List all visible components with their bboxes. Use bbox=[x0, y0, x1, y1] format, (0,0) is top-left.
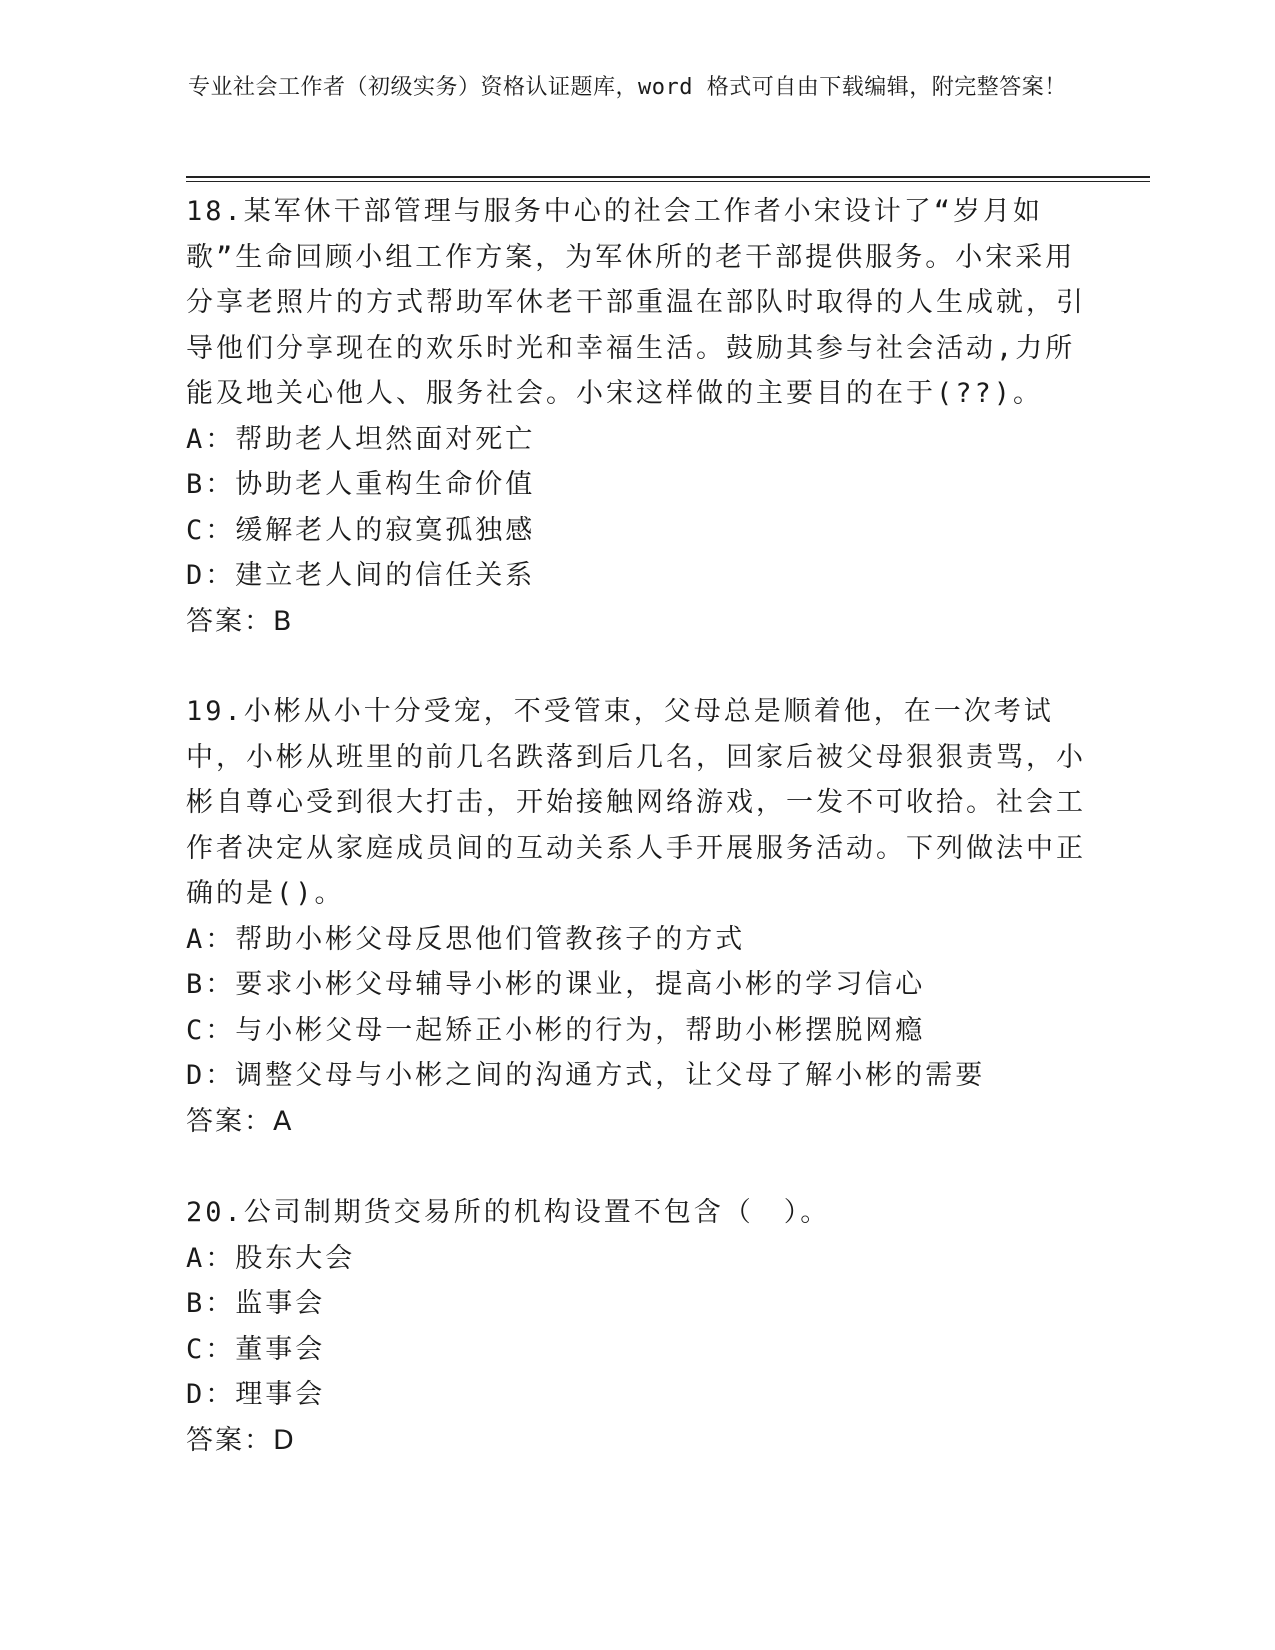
option-a: A：帮助老人坦然面对死亡 bbox=[186, 423, 536, 455]
option-b: B：监事会 bbox=[186, 1288, 326, 1319]
option-d: D：调整父母与小彬之间的沟通方式，让父母了解小彬的需要 bbox=[186, 1060, 986, 1091]
header-divider-thin bbox=[186, 181, 1150, 182]
question-19 bbox=[186, 689, 1086, 1144]
question-text: 18.某军休干部管理与服务中心的社会工作者小宋设计了“岁月如歌”生命回顾小组工作方案，为军休所的老干部提供服务。小宋采用分享老照片的方式帮助军休老干部重温在部队时取得的人生成就，引导他们分享现在的欢乐时光和幸福生活。鼓励其参与社会活动,力所能及地关心他人、服务社会。小宋这样做的主要目的在于(??)。 bbox=[186, 196, 1086, 409]
question-20 bbox=[186, 1190, 1086, 1463]
option-d: D：建立老人间的信任关系 bbox=[186, 560, 536, 591]
document-header: 专业社会工作者（初级实务）资格认证题库，word 格式可自由下载编辑，附完整答案！ bbox=[188, 75, 1067, 100]
question-text: 19.小彬从小十分受宠，不受管束，父母总是顺着他，在一次考试中，小彬从班里的前几名跌落到后几名，回家后被父母狠狠责骂，小彬自尊心受到很大打击，开始接触网络游戏，一发不可收拾。社会工作者决定从家庭成员间的互动关系人手开展服务活动。下列做法中正确的是()。 bbox=[186, 696, 1086, 909]
question-text: 20.公司制期货交易所的机构设置不包含（ ）。 bbox=[186, 1197, 831, 1228]
answer-label: 答案：B bbox=[186, 605, 294, 637]
answer-label: 答案：A bbox=[186, 1105, 294, 1137]
header-divider-thick bbox=[186, 176, 1150, 178]
option-b: B：协助老人重构生命价值 bbox=[186, 469, 536, 500]
option-b: B：要求小彬父母辅导小彬的课业，提高小彬的学习信心 bbox=[186, 969, 926, 1000]
option-a: A：股东大会 bbox=[186, 1242, 356, 1274]
option-c: C：与小彬父母一起矫正小彬的行为，帮助小彬摆脱网瘾 bbox=[186, 1014, 926, 1046]
option-c: C：缓解老人的寂寞孤独感 bbox=[186, 514, 536, 546]
question-18 bbox=[186, 189, 1086, 644]
answer-label: 答案：D bbox=[186, 1424, 296, 1456]
option-a: A：帮助小彬父母反思他们管教孩子的方式 bbox=[186, 923, 746, 955]
option-c: C：董事会 bbox=[186, 1333, 326, 1365]
option-d: D：理事会 bbox=[186, 1379, 326, 1410]
